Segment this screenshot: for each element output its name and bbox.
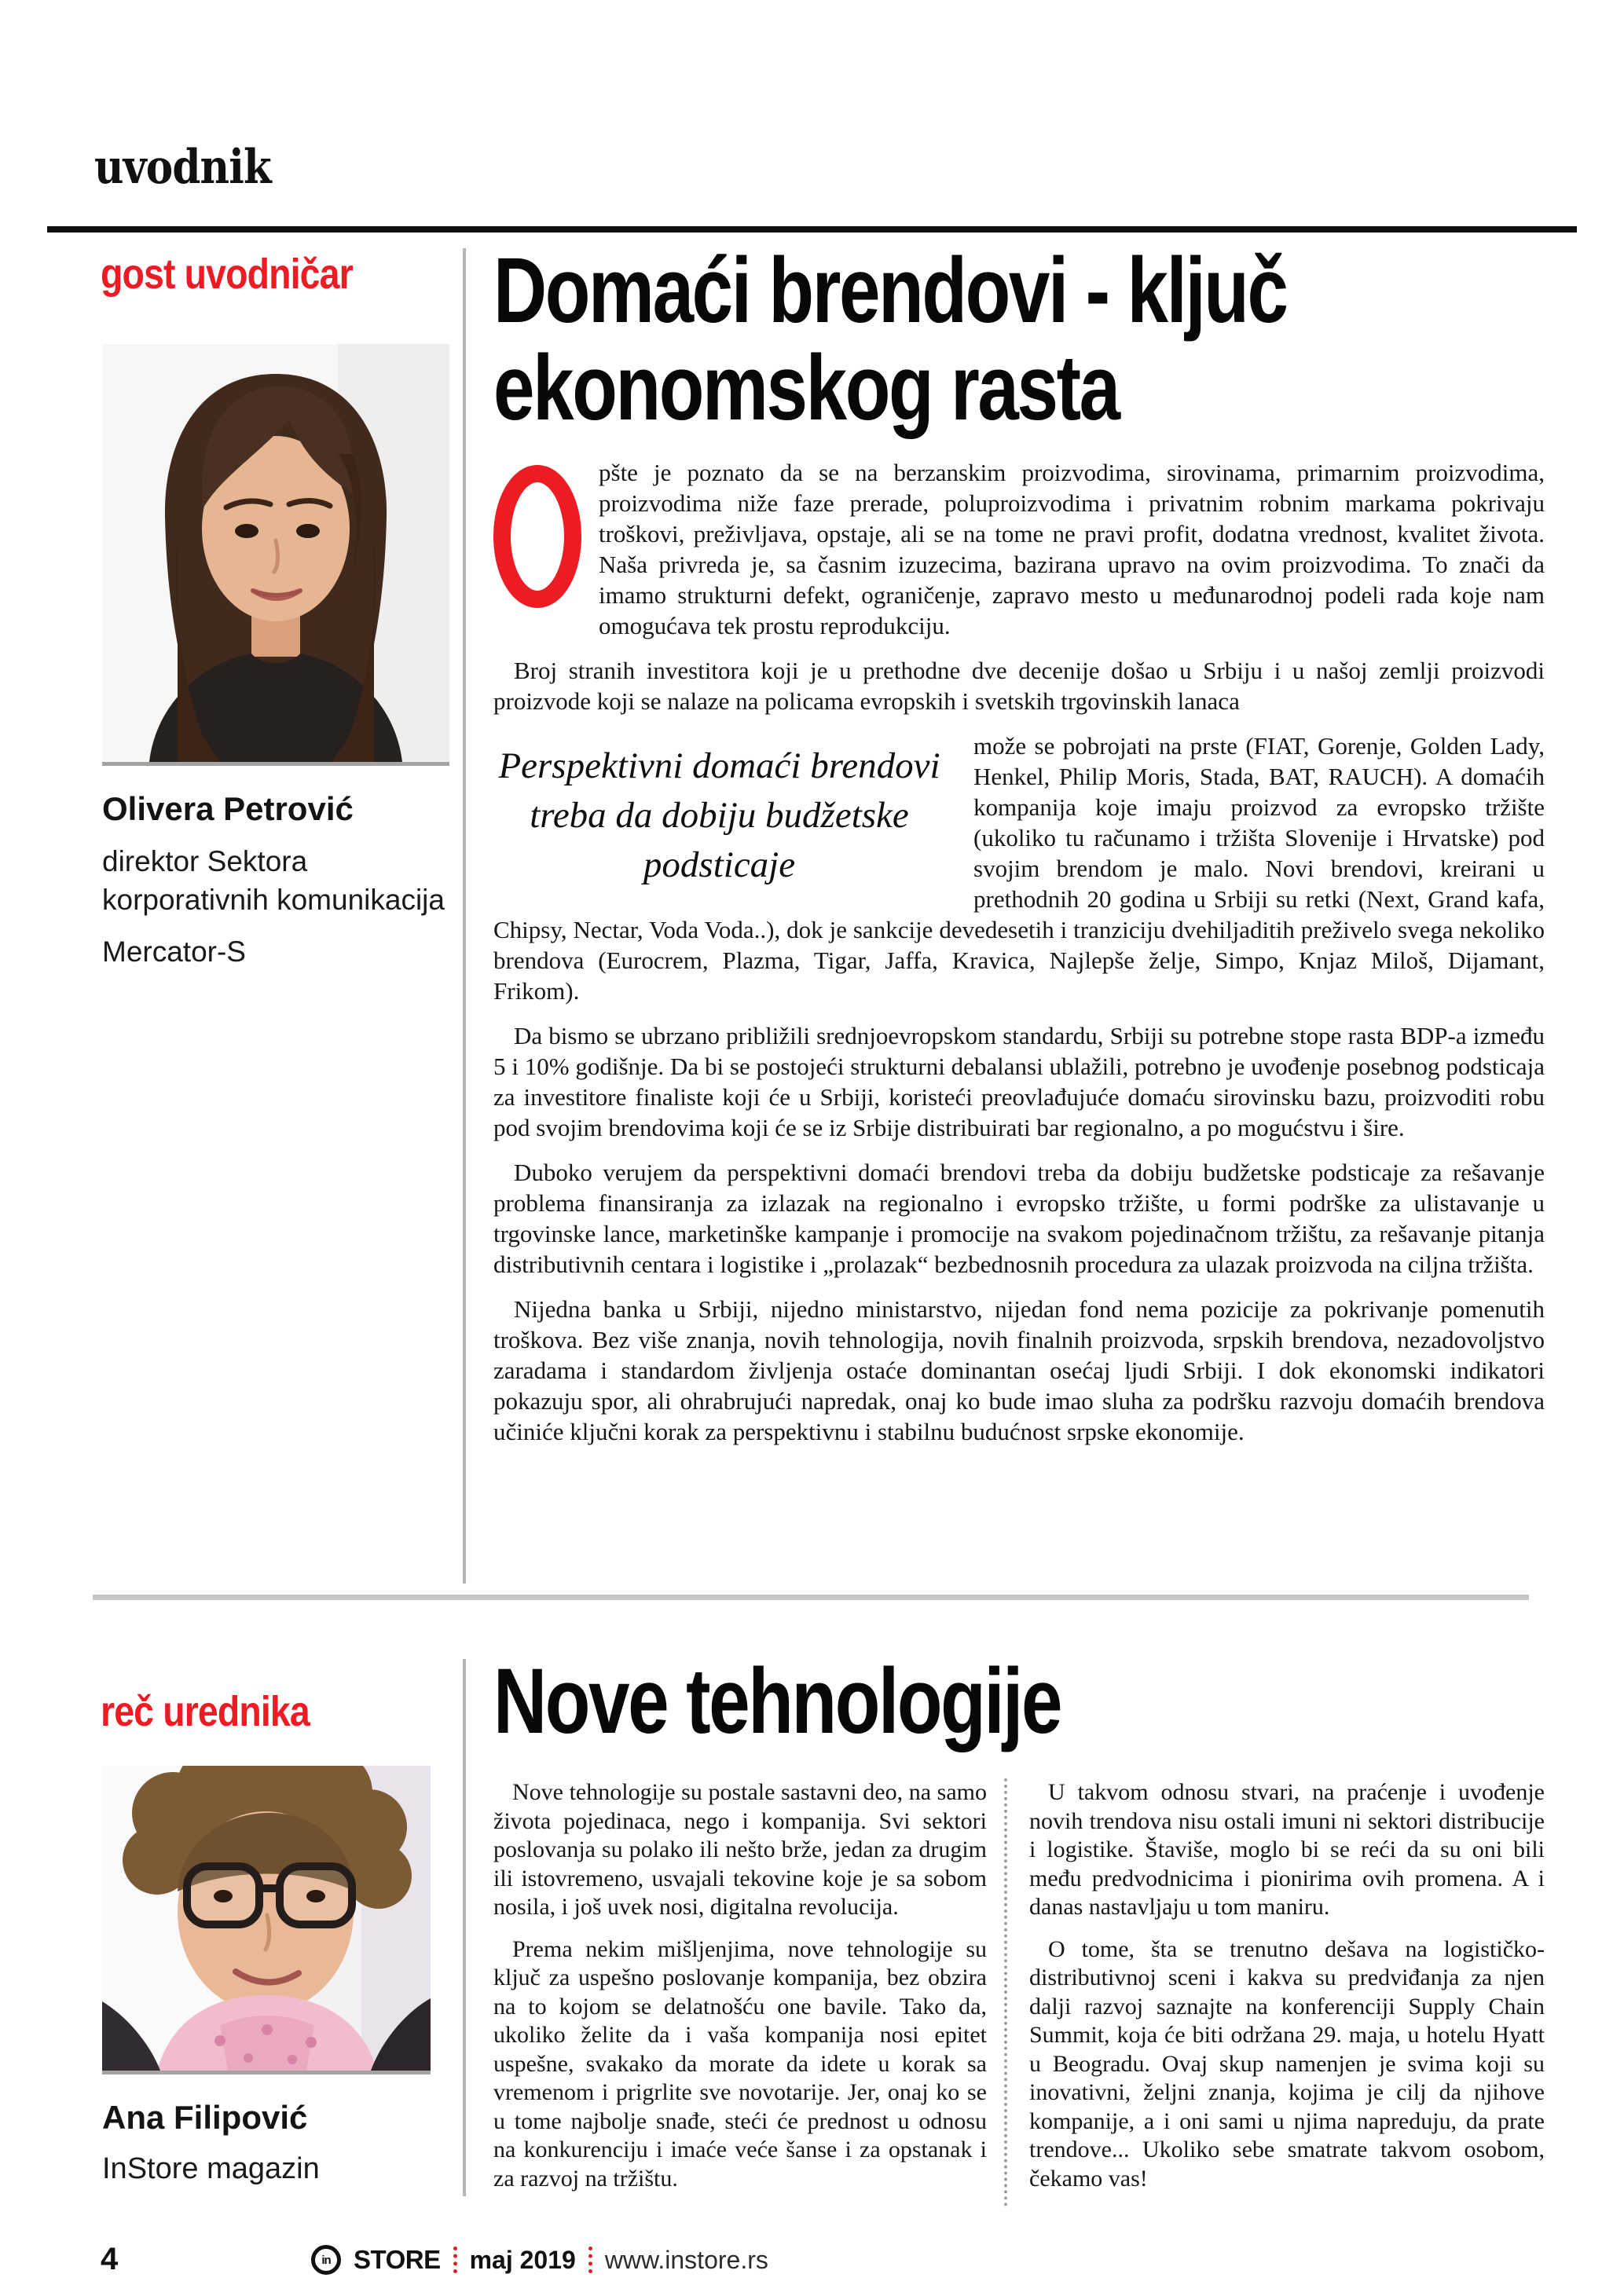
paragraph-lead-text: pšte je poznato da se na berzanskim proizvodima, sirovinama, primarnim proizvodima, proizvodima niže faze prerade, poluproizvodima i privatnim robnim markama pokrivaju troškovi, preživljava, opstaje, ali se na tome ne pravi profit, dodatna vrednost, kvalitet života. Naša privreda je, sa časnim izuzecima, bazirana upravo na ovim proizvodima. To znači da imamo strukturni defekt, ograničenje, zapravo mesto u međunarodnoj podeli rada koje nam omogućava tek prostu reprodukciju. bbox=[599, 459, 1545, 639]
page-footer bbox=[101, 2240, 1515, 2287]
guest-article-title bbox=[493, 239, 1545, 440]
col1-paragraph-2: Prema nekim mišljenjima, nove tehnologije su ključ za uspešno poslovanje kompanija, bez obzira na to kojom se delatnošću one bavile. Tako da, ukoliko želite da i vaša kompanija nosi epitet uspešne, svakako da morate da idete u korak sa vremenom i prigrlite sve novotarije. Jer, onaj ko se u tome najbolje snađe, steći će prednost u odnosu na konkurenciju i imaće veće šanse i za opstanak i za razvoj na tržištu. bbox=[493, 1935, 987, 2192]
guest-article-title-line2: ekonomskog rasta bbox=[493, 336, 1119, 440]
section-separator-bar bbox=[93, 1595, 1529, 1600]
editor-column-1 bbox=[493, 1778, 987, 2206]
guest-article-body bbox=[493, 457, 1545, 1447]
guest-article bbox=[493, 239, 1545, 1461]
portrait-ana-filipovic bbox=[102, 1766, 431, 2074]
editor-article bbox=[493, 1650, 1545, 2206]
paragraph-4: Duboko verujem da perspektivni domaći brendovi treba da dobiju budžetske podsticaje za rešavanje problema finansiranja za izlazak na regionalno i evropsko tržište, u formi podrške za ulistavanje u trgovinske lance, marketinške kampanje i promocije na svakom pojedinačnom tržištu, za rešavanje pitanja distributivnih centara i logistike i „prolazak“ bezbednosnih procedura za ulazak proizvoda na ciljna tržišta. bbox=[493, 1159, 1545, 1278]
dropcap-o-glyph bbox=[493, 465, 581, 608]
footer-separator-dots-icon bbox=[453, 2247, 457, 2273]
editor-divider-line bbox=[463, 1659, 466, 2196]
page-number: 4 bbox=[101, 2242, 119, 2276]
guest-role bbox=[102, 842, 456, 971]
paragraph-5: Nijedna banka u Srbiji, nijedno ministarstvo, nijedan fond nema pozicije za pokrivanje pomenutih troškova. Bez više znanja, novih tehnologija, novih finalnih proizvoda, srpskih brendova, nezadovoljstvo zaradama i standardom življenja ostaće dominantan osećaj ljudi Srbiji. I dok ekonomski indikatori pokazuju spor, ali ohrabrujući napredak, onaj ko bude imao sluha za podršku razvoju domaćih brendova učiniće ključni korak za perspektivnu i stabilnu budućnost srpske ekonomije. bbox=[493, 1295, 1545, 1445]
footer-brand-row bbox=[311, 2245, 768, 2275]
paragraph-2-intro: Broj stranih investitora koji je u prethodne dve decenije došao u Srbiju i u našoj zemlji proizvodi proizvode koji se nalaze na policama evropskih i svetskih trgovinskih lanaca bbox=[493, 657, 1545, 715]
top-rule bbox=[47, 226, 1577, 233]
paragraph-lead bbox=[493, 457, 1545, 641]
col2-paragraph-2: O tome, šta se trenutno dešava na logističko-distributivnoj sceni i kakva su predviđanja za njen dalji razvoj saznajte na konferenciji Supply Chain Summit, koja će biti održana 29. maja, u hotelu Hyatt u Beogradu. Ovaj skup namenjen je svima koji su inovativni, željni znanja, kojima je cilj da njihove kompanije, a i oni sami u njima napreduju, da prate trendove... Ukoliko sebe smatrate takvom osobom, čekamo vas! bbox=[1029, 1935, 1545, 2192]
editor-article-columns bbox=[493, 1778, 1545, 2206]
portrait-olivera-illustration bbox=[102, 344, 449, 762]
guest-company: Mercator-S bbox=[102, 936, 246, 968]
paragraph-3: Da bismo se ubrzano približili srednjoevropskom standardu, Srbiji su potrebne stope rasta BDP-a između 5 i 10% godišnje. Da bi se postojeći strukturni debalansi ublažili, potrebno je uvođenje posebnog podsticaja za investitore finaliste koji će u Srbiji, koristeći preovlađujuće domaću sirovinsku bazu, proizvoditi robu pod svojim brendovima koji će se iz Srbije distribuirati bar regionalno, a po mogućstvu i šire. bbox=[493, 1022, 1545, 1141]
col2-paragraph-1: U takvom odnosu stvari, na praćenje i uvođenje novih trendova nisu ostali imuni ni sektori distribucije i logistike. Štaviše, moglo bi se reći da su oni bili među predvodnicima i pionirima ovih promena. A i danas nastavljaju u tom maniru. bbox=[1029, 1779, 1545, 1920]
guest-name: Olivera Petrović bbox=[102, 790, 354, 827]
editor-article-title: Nove tehnologije bbox=[493, 1650, 1061, 1753]
footer-separator-dots-icon bbox=[588, 2247, 592, 2273]
guest-editor-label: gost uvodničar bbox=[101, 251, 353, 298]
section-kicker bbox=[94, 140, 299, 195]
guest-article-title-line1: Domaći brendovi - ključ bbox=[493, 239, 1287, 342]
dropcap-o bbox=[493, 465, 581, 608]
editor-label: reč urednika bbox=[101, 1688, 310, 1735]
editor-column-2 bbox=[1004, 1778, 1545, 2206]
portrait-olivera-petrovic bbox=[102, 344, 449, 766]
guest-role-text: direktor Sektora korporativnih komunikacija bbox=[102, 845, 445, 916]
footer-website: www.instore.rs bbox=[604, 2245, 768, 2274]
portrait-ana-illustration bbox=[102, 1766, 431, 2071]
pull-quote: Perspektivni domaći brendovi treba da dobiju budžetske podsticaje bbox=[498, 745, 940, 885]
article-divider-line bbox=[463, 248, 466, 1584]
editor-name: Ana Filipović bbox=[102, 2099, 308, 2136]
footer-brand-store: STORE bbox=[354, 2245, 441, 2274]
paragraph-2-rest: može se pobrojati na prste (FIAT, Gorenje, Golden Lady, Henkel, Philip Moris, Stada, BAT, RAUCH). A domaćih kompanija koje imaju proizvod za evropsko tržište (ukoliko tu računamo i tržišta Slovenije i Hrvatske) pod svojim brendom je malo. Novi brendovi, kreirani u prethodnih 20 godina u Srbiji su retki (Next, Grand kafa, Chipsy, Nectar, Voda Voda..), dok je sankcije devedesetih i tranziciju dvehiljaditih preživelo svega nekoliko brendova (Eurocrem, Plazma, Tigar, Jaffa, Kravica, Najlepše želje, Simpo, Knjaz Miloš, Dijamant, Frikom). bbox=[493, 732, 1545, 1005]
col1-paragraph-1: Nove tehnologije su postale sastavni deo, na samo života pojedinaca, nego i kompanija. Svi sektori poslovanja su polako ili nešto brže, jedan za drugim ili istovremeno, usvajali tekovine koje je sa sobom nosila, i još uvek nosi, digitalna revolucija. bbox=[493, 1779, 987, 1920]
section-kicker-text: uvodnik bbox=[94, 140, 271, 195]
editor-affiliation: InStore magazin bbox=[102, 2152, 320, 2185]
footer-issue: maj 2019 bbox=[469, 2245, 576, 2274]
instore-logo-icon: in bbox=[311, 2245, 341, 2275]
